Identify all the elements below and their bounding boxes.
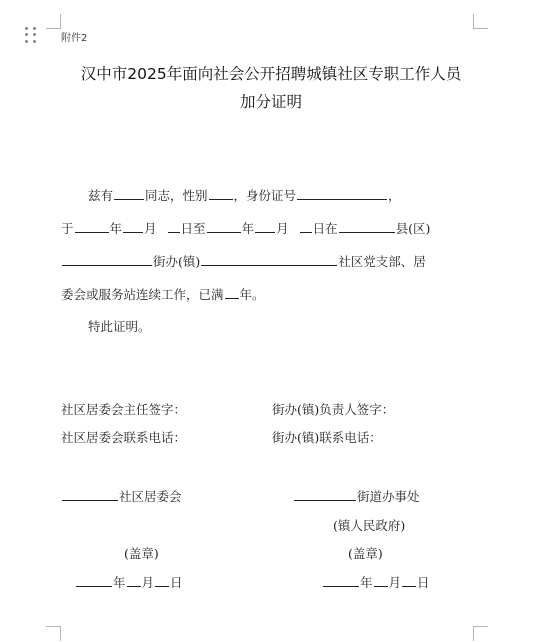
street-blank	[62, 253, 152, 266]
crop-mark-top-left	[46, 14, 61, 29]
text: 月	[388, 575, 402, 590]
name-blank	[114, 187, 144, 200]
text: 县(区)	[395, 221, 431, 236]
date-right	[322, 573, 430, 591]
day-blank	[155, 574, 169, 587]
end-day-blank	[300, 220, 312, 233]
text: 日	[170, 575, 183, 590]
text: 街道办事处	[357, 489, 420, 504]
year-blank	[323, 574, 359, 587]
text: ，身份证号	[233, 188, 297, 203]
body-line-3	[61, 252, 426, 270]
document-subtitle: 加分证明	[239, 93, 302, 111]
text: 于	[61, 221, 74, 236]
county-blank	[339, 220, 395, 233]
street-head-signature-label: 街办(镇)负责人签字：	[272, 402, 395, 417]
text: 社区居委会	[119, 489, 182, 504]
text: 日	[417, 575, 430, 590]
text: 年	[241, 221, 255, 236]
gender-blank	[209, 187, 233, 200]
date-left	[75, 573, 183, 591]
text: 年	[360, 575, 373, 590]
year-blank	[76, 574, 112, 587]
street-phone-label: 街办(镇)联系电话：	[272, 430, 382, 445]
crop-mark-bottom-left	[46, 626, 61, 641]
committee-seal-line	[61, 487, 182, 505]
attachment-label: 附件2	[61, 33, 88, 44]
month-blank	[127, 574, 141, 587]
text: 年。	[239, 287, 265, 302]
stamp-right: (盖章)	[348, 546, 383, 561]
text: 社区党支部、居	[338, 254, 426, 269]
community-blank	[201, 253, 337, 266]
text: 月	[141, 575, 155, 590]
text: 年	[109, 221, 123, 236]
text: 日在	[312, 221, 338, 236]
text: 同志，性别	[145, 188, 208, 203]
text: 月	[276, 221, 289, 236]
id-number-blank	[297, 187, 387, 200]
month-blank	[374, 574, 388, 587]
office-name-blank	[294, 488, 356, 501]
director-signature-label: 社区居委会主任签字：	[61, 402, 187, 417]
text: 月	[144, 221, 157, 236]
end-year-blank	[207, 220, 241, 233]
start-month-blank	[123, 220, 143, 233]
stamp-left: (盖章)	[124, 546, 159, 561]
text: ，	[388, 188, 401, 203]
crop-mark-top-right	[473, 14, 488, 29]
end-month-blank	[255, 220, 275, 233]
body-line-1	[88, 186, 401, 204]
committee-name-blank	[62, 488, 118, 501]
drag-handle-icon[interactable]	[25, 27, 37, 43]
text: 委会或服务站连续工作，已满	[61, 287, 224, 302]
years-blank	[225, 286, 239, 299]
day-blank	[402, 574, 416, 587]
body-line-4	[61, 285, 265, 303]
document-title: 汉中市2025年面向社会公开招聘城镇社区专职工作人员	[80, 65, 462, 83]
town-government-label: (镇人民政府)	[333, 518, 406, 533]
crop-mark-bottom-right	[473, 626, 488, 641]
text: 年	[113, 575, 126, 590]
text: 兹有	[88, 188, 114, 203]
start-year-blank	[75, 220, 109, 233]
body-line-5: 特此证明。	[88, 319, 151, 334]
committee-phone-label: 社区居委会联系电话：	[61, 430, 187, 445]
start-day-blank	[168, 220, 180, 233]
office-seal-line	[293, 487, 420, 505]
body-line-2	[61, 219, 430, 237]
text: 日至	[180, 221, 206, 236]
text: 街办(镇)	[153, 254, 201, 269]
